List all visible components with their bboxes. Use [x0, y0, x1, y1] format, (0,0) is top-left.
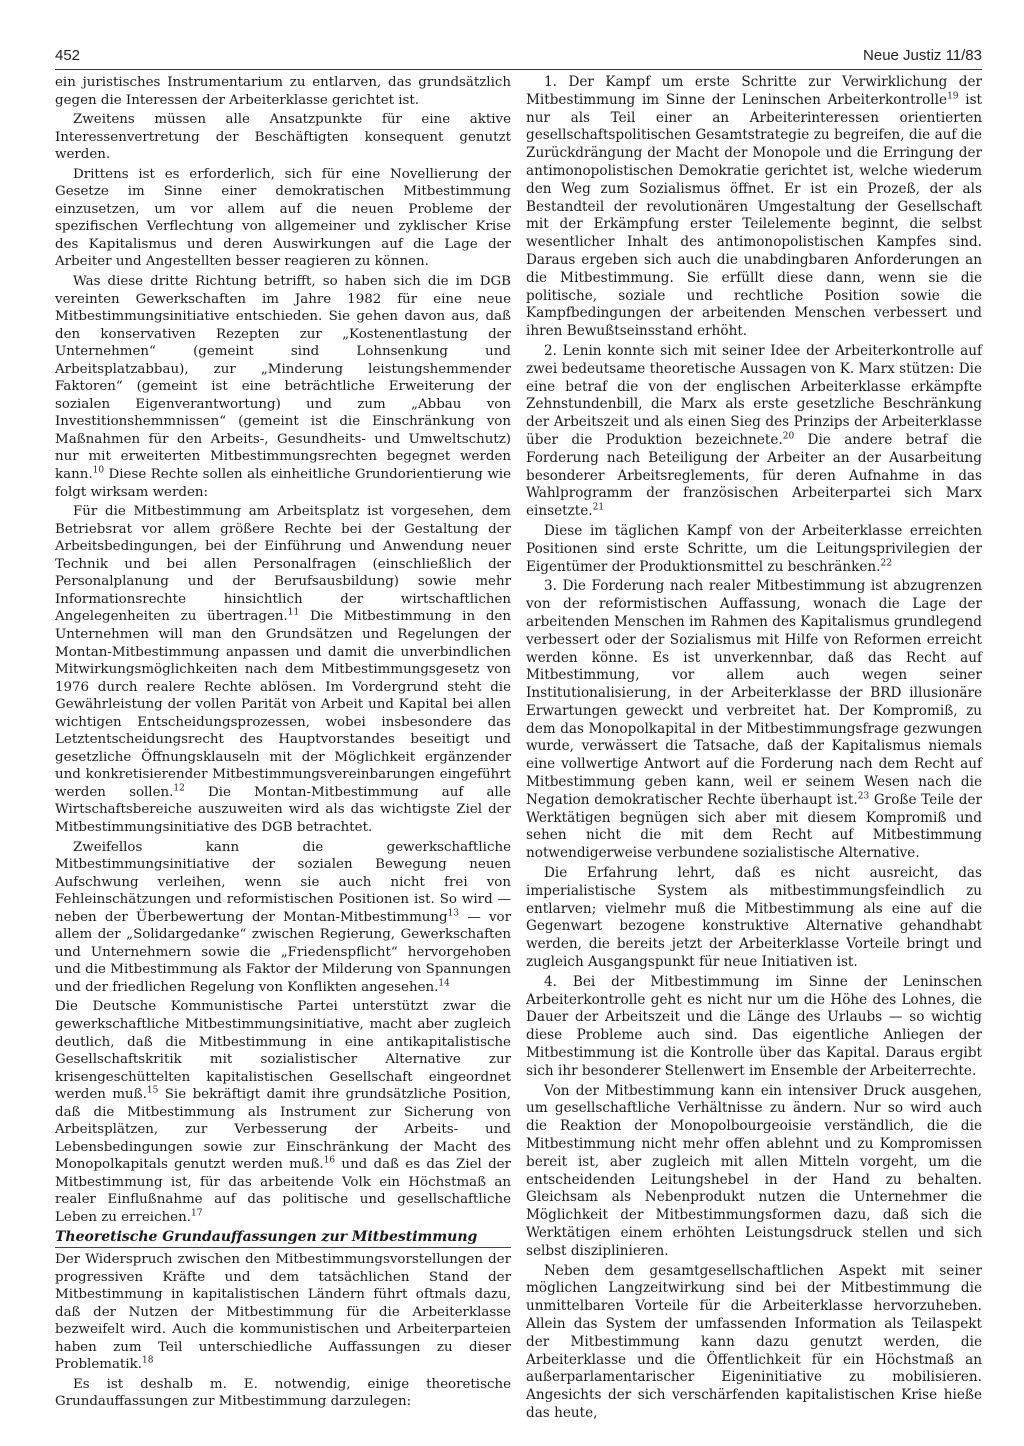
footnote-ref: 23	[857, 791, 870, 802]
paragraph	[55, 503, 511, 836]
paragraph	[55, 1251, 511, 1374]
paragraph-text: Die Montan-Mitbestimmung auf alle Wirtschaftsbereiche auszuweiten wird als das wichtigste Ziel der Mitbestimmungsinitiative des DGB betrachtet.	[55, 784, 511, 835]
paragraph-text: Der Widerspruch zwischen den Mitbestimmungsvorstellungen der progressiven Kräfte und dem tatsächlichen Stand der Mitbestimmung in kapitalistischen Ländern führt oftmals dazu, daß der Nutzen der Mitbestimmung für die Arbeiterklasse bezweifelt wird. Auch die kommunistischen und Arbeiterparteien haben zum Teil unterschiedliche Auffassungen zu dieser Problematik.	[55, 1252, 511, 1373]
left-column	[55, 74, 511, 1413]
footnote-ref: 16	[323, 1155, 336, 1166]
paragraph	[526, 74, 982, 341]
paragraph: 4. Bei der Mitbestimmung im Sinne der Leninschen Arbeiterkontrolle geht es nicht nur um die Höhe des Lohnes, die Dauer der Arbeitszeit und die Länge des Urlaubs — so wichtig diese Probleme auch sind. Das eigentliche Anliegen der Mitbestimmung ist die Kontrolle über das Kapital. Daraus ergibt sich ihr besonderer Stellenwert im Ensemble der Arbeiterrechte.	[526, 973, 982, 1079]
footnote-ref: 21	[592, 502, 605, 513]
paragraph: Die Erfahrung lehrt, daß es nicht ausreicht, das imperialistische System als mitbestimmungsfeindlich zu entlarven; vielmehr muß die Mitbestimmung als eine auf die Gegenwart bezogene konstruktive Alternative gehandhabt werden, die bereits jetzt der Arbeiterklasse Vorteile bringt und zugleich Ausgangspunkt für neue Initiativen ist.	[526, 865, 982, 971]
paragraph-text: Diese im täglichen Kampf von der Arbeiterklasse erreichten Positionen sind erste Schritte, um die Leitungsprivilegien der Eigentümer der Produktionsmittel zu beschränken.	[526, 522, 982, 575]
page-number: 452	[55, 47, 81, 64]
footnote-ref: 22	[880, 557, 892, 568]
paragraph-text: — vor allem der „Solidargedanke“ zwischen Regierung, Gewerkschaften und Unternehmern sowie die „Friedenspflicht“ hervorgehoben und die Mitbestimmung als Faktor der Milderung von Spannungen und der friedlichen Regelung von Konflikten angesehen.	[55, 909, 511, 995]
section-heading: Theoretische Grundauffassungen zur Mitbestimmung	[55, 1229, 511, 1249]
paragraph: Zweitens müssen alle Ansatzpunkte für eine aktive Interessenvertretung der Beschäftigten konsequent genutzt werden.	[55, 112, 511, 163]
paragraph-text: Die Deutsche Kommunistische Partei unterstützt zwar die gewerkschaftliche Mitbestimmungsinitiative, macht aber zugleich deutlich, daß die Mitbestimmung in eine antikapitalistische Gesellschaftskritik mit sozialistischer Alternative zur krisengeschüttelten kapitalistischen Gesellschaft eingeordnet werden muß.	[55, 999, 511, 1103]
footnote-ref: 12	[173, 783, 185, 794]
paragraph	[55, 273, 511, 501]
page-header	[55, 47, 982, 70]
paragraph	[55, 839, 511, 997]
paragraph-text: Große Teile der Werktätigen begnügen sich aber mit diesem Kompromiß und sehen nicht die mit dem Recht auf Mitbestimmung notwendigerweise verbundene sozialistische Alternative.	[526, 791, 982, 862]
footnote-ref: 10	[92, 465, 105, 476]
paragraph-text: Diese Rechte sollen als einheitliche Grundorientierung wie folgt wirksam werden:	[55, 467, 511, 500]
footnote-ref: 15	[146, 1085, 159, 1096]
footnote-ref: 20	[782, 431, 795, 442]
footnote-ref: 19	[947, 91, 959, 102]
right-column	[526, 74, 982, 1425]
paragraph: Drittens ist es erforderlich, sich für eine Novellierung der Gesetze im Sinne einer demokratischen Mitbestimmung einzusetzen, um vor allem auf die neuen Probleme der spezifischen Verflechtung von allgemeiner und zyklischer Krise des Kapitalismus und deren Auswirkungen auf die Lage der Arbeiter und Angestellten besser reagieren zu können.	[55, 166, 511, 270]
paragraph	[526, 578, 982, 863]
paragraph: Von der Mitbestimmung kann ein intensiver Druck ausgehen, um gesellschaftliche Verhältnisse zu ändern. Nur so wird auch die Reaktion der Monopolbourgeoisie verständlich, die die Mitbestimmung nicht mehr offen ablehnt und zu Kompromissen bereit ist, aber zugleich mit allen Mitteln vorgeht, um die entscheidenden Leitungshebel in der Hand zu behalten. Gleichsam als Nebenprodukt nutzen die Unternehmer die Möglichkeit der Mitbestimmungsformen dazu, daß sich die Werktätigen einem erhöhten Leistungsdruck stellen und sich selbst disziplinieren.	[526, 1082, 982, 1259]
paragraph-text: Zweifellos kann die gewerkschaftliche Mitbestimmungsinitiative der sozialen Bewegung neuen Aufschwung verleihen, wenn sie auch nicht frei von Fehleinschätzungen und reformistischen Positionen ist. So wird — neben der Überbewertung der Montan-Mitbestimmung	[55, 839, 511, 925]
paragraph-text: Sie bekräftigt damit ihre grundsätzliche Position, daß die Mitbestimmung als Instrument zur Sicherung von Arbeitsplätzen, zur Verbesserung der Arbeits- und Lebensbedingungen sowie zur Einschränkung der Macht des Monopolkapitals genutzt werden muß.	[55, 1087, 512, 1173]
paragraph-text: Die andere betraf die Forderung nach Beteiligung der Arbeiter an der Ausarbeitung besonderer Arbeitsreglements, für deren Aufnahme in das Wahlprogramm der französischen Arbeiterpartei sich Marx einsetzte.	[526, 431, 982, 520]
footnote-ref: 13	[447, 908, 460, 919]
footnote-ref: 11	[287, 607, 300, 618]
journal-issue: Neue Justiz 11/83	[863, 47, 982, 64]
paragraph-text: Was diese dritte Richtung betrifft, so haben sich die im DGB vereinten Gewerkschaften im Jahre 1982 für eine neue Mitbestimmungsinitiative entschieden. Sie gehen davon aus, daß den konservativen Rezepten zur „Kostenentlastung der Unternehmen“ (gemeint sind Lohnsenkung und Arbeitsplatzabbau), zur „Minderung leistungshemmender Faktoren“ (gemeint ist eine beträchtliche Erweiterung der sozialen Eigenverantwortung) und zum „Abbau von Investitionshemmnissen“ (gemeint ist die Einschränkung von Maßnahmen für den Arbeits-, Gesundheits- und Umweltschutz) nur mit erweiterten Mitbestimmungsrechten begegnet werden kann.	[55, 274, 511, 483]
paragraph-text: 3. Die Forderung nach realer Mitbestimmung ist abzugrenzen von der reformistischen Auffassung, wonach die Lage der arbeitenden Menschen im Rahmen des Kapitalismus grundlegend verbessert oder der Sozialismus mit Hilfe von Reformen erreicht werden könne. Es ist unverkennbar, daß das Recht auf Mitbestimmung, vor allem auch wegen seiner Institutionalisierung, in der Arbeiterklasse der BRD illusionäre Erwartungen geweckt und verbreitet hat. Der Kompromiß, zu dem das Monopolkapital in der Mitbestimmungsfrage gezwungen wurde, verwässert die Tatsache, daß der Kapitalismus niemals eine vollwertige Antwort auf die Forderung nach dem Recht auf Mitbestimmung geben kann, weil er seinem Wesen nach die Negation demokratischer Rechte überhaupt ist.	[526, 578, 982, 808]
paragraph-text: 1. Der Kampf um erste Schritte zur Verwirklichung der Mitbestimmung im Sinne der Leninschen Arbeiterkontrolle	[526, 74, 982, 108]
paragraph-text: und daß es das Ziel der Mitbestimmung ist, für das arbeitende Volk ein Höchstmaß an realer Einflußnahme auf das politische und gesellschaftliche Leben zu erreichen.	[55, 1157, 512, 1225]
paragraph	[526, 523, 982, 576]
paragraph: Neben dem gesamtgesellschaftlichen Aspekt mit seiner möglichen Langzeitwirkung sind bei der Mitbestimmung die unmittelbaren Vorteile für die Arbeiterklasse hervorzuheben. Allein das System der umfassenden Information als Teilaspekt der Mitbestimmung kann dazu genutzt werden, die Arbeiterklasse und die Öffentlichkeit für ein Höchstmaß an außerparlamentarischer Eigeninitiative zu mobilisieren. Angesichts der sich verschärfenden kapitalistischen Krise hieße das heute,	[526, 1262, 982, 1421]
paragraph	[526, 343, 982, 521]
paragraph-text: Die Mitbestimmung in den Unternehmen will man den Grundsätzen und Regelungen der Montan-Mitbestimmung anpassen und damit die unverbindlichen Mitwirkungsmöglichkeiten nach dem Mitbestimmungsgesetz von 1976 durch realere Rechte ablösen. Im Vordergrund steht die Gewährleistung der vollen Parität von Arbeit und Kapital bei allen wichtigen Entscheidungsprozessen, wobei insbesondere das Letztentscheidungsrecht des Hauptvorstandes beseitigt und gesetzliche Öffnungsklauseln mit der Möglichkeit ergänzender und konkretisierender Mitbestimmungsvereinbarungen eingeführt werden sollen.	[55, 609, 511, 800]
paragraph-text: Für die Mitbestimmung am Arbeitsplatz ist vorgesehen, dem Betriebsrat vor allem größere Rechte bei der Gestaltung der Arbeitsbedingungen, bei der Einführung und Anwendung neuer Technik und bei allen Personalfragen (einschließlich der Personalplanung und der Berufsausbildung) sowie mehr Informationsrechte hinsichtlich der wirtschaftlichen Angelegenheiten zu übertragen.	[55, 504, 511, 625]
paragraph-text: ist nur als Teil einer an Arbeiterinteressen orientierten gesellschaftspolitischen Gesamtstrategie zu begreifen, die auf die Zurückdrängung der Macht der Monopole und die Erringung der antimonopolistischen Demokratie gerichtet ist, welche wiederum den Weg zum Sozialismus öffnet. Er ist ein Prozeß, der als Bestandteil der revolutionären Umgestaltung der Gesellschaft mit der Erkämpfung erster Teilelemente beginnt, die selbst wesentlicher Inhalt des antimonopolistischen Kampfes sind. Daraus ergeben sich auch die unabdingbaren Anforderungen an die Mitbestimmung. Sie erfüllt diese dann, wenn sie die politische, soziale und rechtliche Position sowie die Kampfbedingungen der arbeitenden Menschen verbessert und ihren Bewußtseinsstand erhöht.	[526, 91, 983, 340]
paragraph: Es ist deshalb m. E. notwendig, einige theoretische Grundauffassungen zur Mitbestimmung darzulegen:	[55, 1376, 511, 1410]
footnote-ref: 14	[438, 978, 450, 989]
paragraph	[55, 998, 511, 1226]
paragraph: ein juristisches Instrumentarium zu entlarven, das grundsätzlich gegen die Interessen der Arbeiterklasse gerichtet ist.	[55, 75, 511, 108]
paragraph-text: 2. Lenin konnte sich mit seiner Idee der Arbeiterkontrolle auf zwei bedeutsame theoretische Aussagen von K. Marx stützen: Die eine betraf die von der englischen Arbeiterklasse erkämpfte Zehnstundenbill, die Marx als erste gesetzliche Beschränkung der Arbeitszeit und als einen Sieg des Prinzips der Arbeiterklasse über die Produktion bezeichnete.	[526, 342, 982, 448]
footnote-ref: 18	[141, 1355, 154, 1366]
footnote-ref: 17	[191, 1208, 203, 1219]
